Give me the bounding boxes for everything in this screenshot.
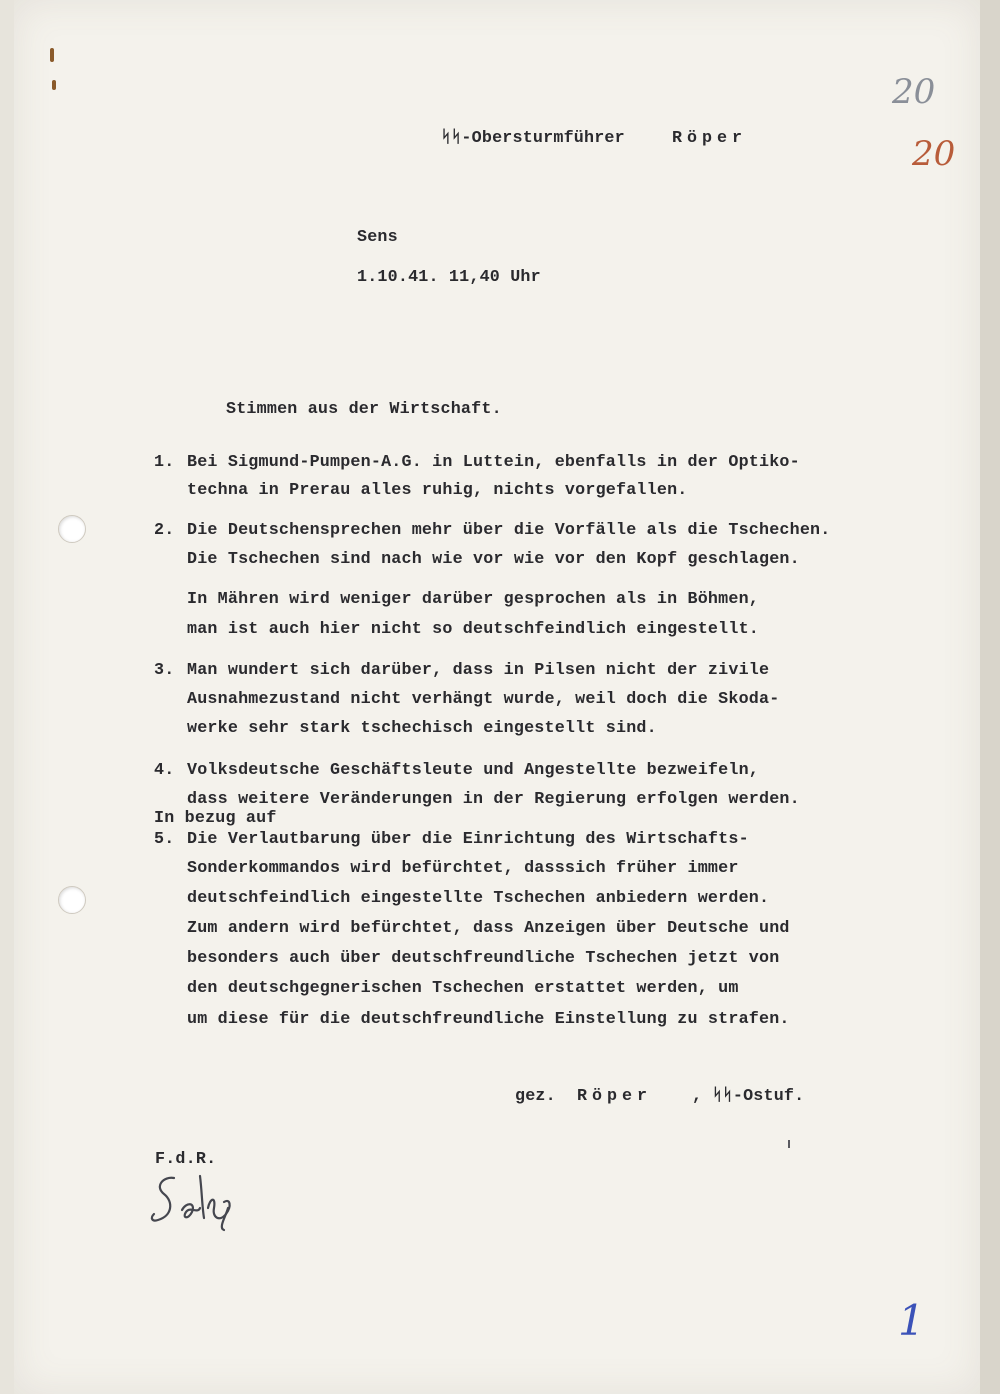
item-line: den deutschgegnerischen Tschechen erstattet werden, um (187, 979, 739, 998)
item-line: techna in Prerau alles ruhig, nichts vorgefallen. (187, 481, 688, 500)
header-place: Sens (357, 228, 398, 247)
page-number-pencil: 20 (892, 72, 936, 112)
item-line: dass weitere Veränderungen in der Regierung erfolgen werden. (187, 790, 800, 809)
fdr-label: F.d.R. (155, 1150, 217, 1169)
header-rank: ᛋᛋ-Obersturmführer (441, 129, 625, 148)
item-number: 4. (154, 761, 175, 780)
header-name: Röper (672, 129, 748, 148)
signature-gez: gez. (515, 1087, 556, 1106)
item-line: besonders auch über deutschfreundliche Tschechen jetzt von (187, 949, 780, 968)
item-line: Zum andern wird befürchtet, dass Anzeigen über Deutsche und (187, 919, 790, 938)
signature-rank: , ᛋᛋ-Ostuf. (692, 1087, 805, 1106)
punch-hole-top (58, 515, 86, 543)
item-line: Bei Sigmund-Pumpen-A.G. in Luttein, ebenfalls in der Optiko- (187, 453, 800, 472)
handwritten-signature (146, 1168, 246, 1238)
punch-hole-bottom (58, 886, 86, 914)
item-number: 1. (154, 453, 175, 472)
item-line: Die Tschechen sind nach wie vor wie vor den Kopf geschlagen. (187, 550, 800, 569)
item-line: man ist auch hier nicht so deutschfeindlich eingestellt. (187, 620, 759, 639)
item-line: In Mähren wird weniger darüber gesprochen als in Böhmen, (187, 590, 759, 609)
insertion-note: In bezug auf (154, 809, 277, 828)
rust-mark (52, 80, 56, 90)
rust-mark (50, 48, 54, 62)
item-line: Die Verlautbarung über die Einrichtung des Wirtschafts- (187, 830, 749, 849)
item-number: 5. (154, 830, 175, 849)
document-title: Stimmen aus der Wirtschaft. (226, 400, 502, 419)
item-line: um diese für die deutschfreundliche Einstellung zu strafen. (187, 1010, 790, 1029)
signature-name: Röper (577, 1087, 653, 1106)
item-line: werke sehr stark tschechisch eingestellt sind. (187, 719, 657, 738)
page-number-red: 20 (912, 134, 956, 174)
header-datetime: 1.10.41. 11,40 Uhr (357, 268, 541, 287)
blue-mark: 1 (898, 1296, 925, 1345)
item-line: Die Deutschensprechen mehr über die Vorfälle als die Tschechen. (187, 521, 831, 540)
tick-mark (788, 1140, 790, 1148)
item-number: 2. (154, 521, 175, 540)
item-line: deutschfeindlich eingestellte Tschechen anbiedern werden. (187, 889, 770, 908)
item-line: Man wundert sich darüber, dass in Pilsen nicht der zivile (187, 661, 770, 680)
page-edge (980, 0, 1000, 1394)
item-number: 3. (154, 661, 175, 680)
item-line: Ausnahmezustand nicht verhängt wurde, weil doch die Skoda- (187, 690, 780, 709)
item-line: Sonderkommandos wird befürchtet, dasssich früher immer (187, 859, 739, 878)
item-line: Volksdeutsche Geschäftsleute und Angestellte bezweifeln, (187, 761, 759, 780)
